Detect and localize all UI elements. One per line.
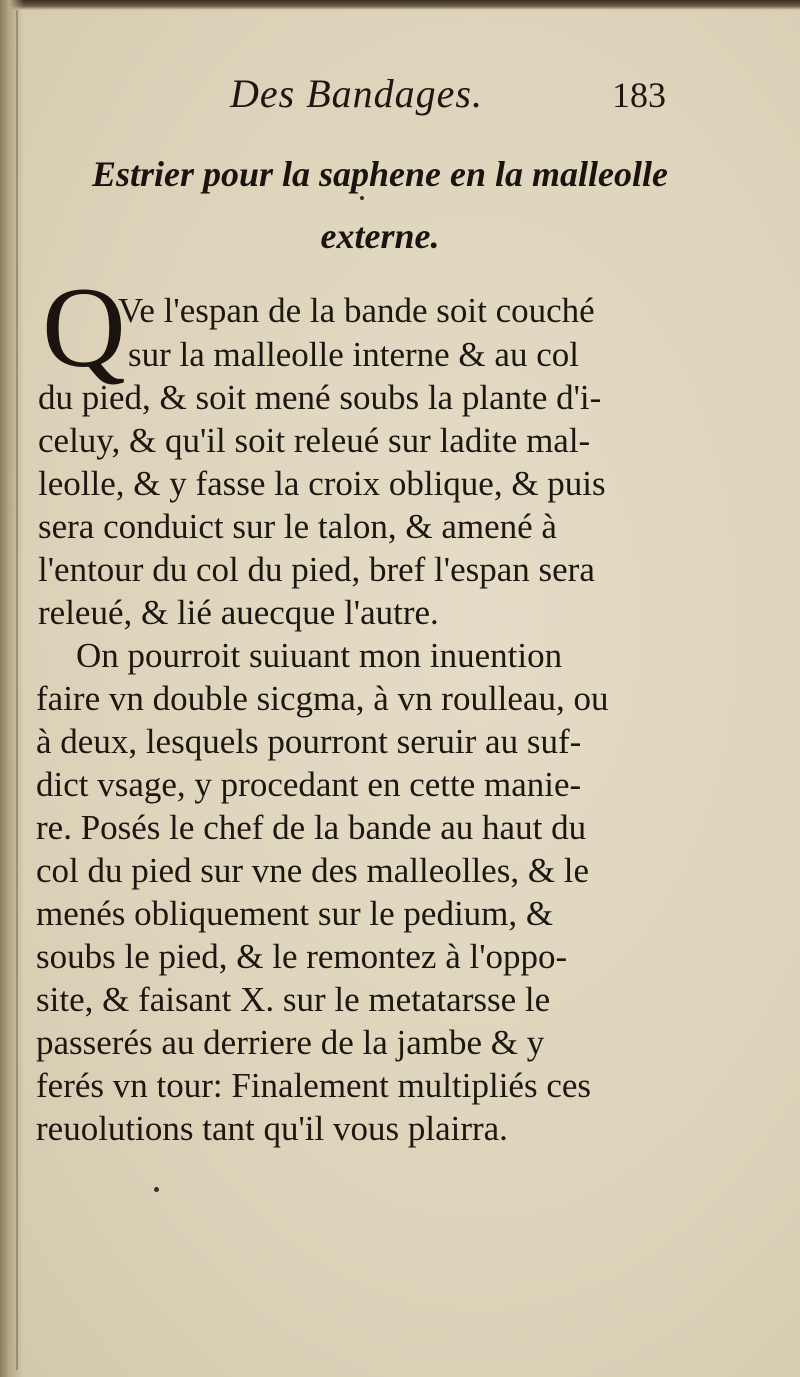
book-binding-gutter — [0, 0, 24, 1377]
text-line: du pied, & soit mené soubs la plante d'i- — [38, 378, 602, 417]
text-line: celuy, & qu'il soit releué sur ladite mal- — [38, 421, 591, 460]
drop-cap: Q — [42, 264, 126, 392]
page-number: 183 — [612, 75, 666, 115]
text-line: releué, & lié auecque l'autre. — [38, 593, 439, 632]
text-line: l'entour du col du pied, bref l'espan sera — [38, 550, 595, 589]
ink-speck — [360, 196, 364, 200]
text-line: ferés vn tour: Finalement multipliés ces — [36, 1066, 592, 1105]
text-line: dict vsage, y procedant en cette manie- — [36, 765, 582, 804]
text-line: faire vn double sicgma, à vn roulleau, ou — [36, 679, 609, 718]
gutter-line — [16, 10, 18, 1370]
section-title — [40, 143, 720, 267]
section-title-line: externe. — [320, 216, 440, 256]
text-line: Ve l'espan de la bande soit couché — [118, 291, 595, 330]
text-line: soubs le pied, & le remontez à l'oppo- — [36, 937, 568, 976]
text-line: On pourroit suiuant mon inuention — [76, 636, 563, 675]
text-line: reuolutions tant qu'il vous plairra. — [36, 1109, 508, 1148]
text-line: sur la malleolle interne & au col — [128, 335, 579, 374]
text-line: passerés au derriere de la jambe & y — [36, 1023, 545, 1062]
text-line: re. Posés le chef de la bande au haut du — [36, 808, 587, 847]
text-line: menés obliquement sur le pedium, & — [36, 894, 554, 933]
text-line: sera conduict sur le talon, & amené à — [38, 507, 557, 546]
text-line: leolle, & y fasse la croix oblique, & puis — [38, 464, 606, 503]
page-top-edge — [0, 0, 800, 10]
running-head: Des Bandages. — [230, 71, 483, 116]
text-line: site, & faisant X. sur le metatarsse le — [36, 980, 551, 1019]
text-line: à deux, lesquels pourront seruir au suf- — [36, 722, 582, 761]
section-title-line: Estrier pour la saphene en la malleolle — [91, 154, 669, 194]
text-line: col du pied sur vne des malleolles, & le — [36, 851, 590, 890]
ink-speck — [154, 1187, 159, 1192]
